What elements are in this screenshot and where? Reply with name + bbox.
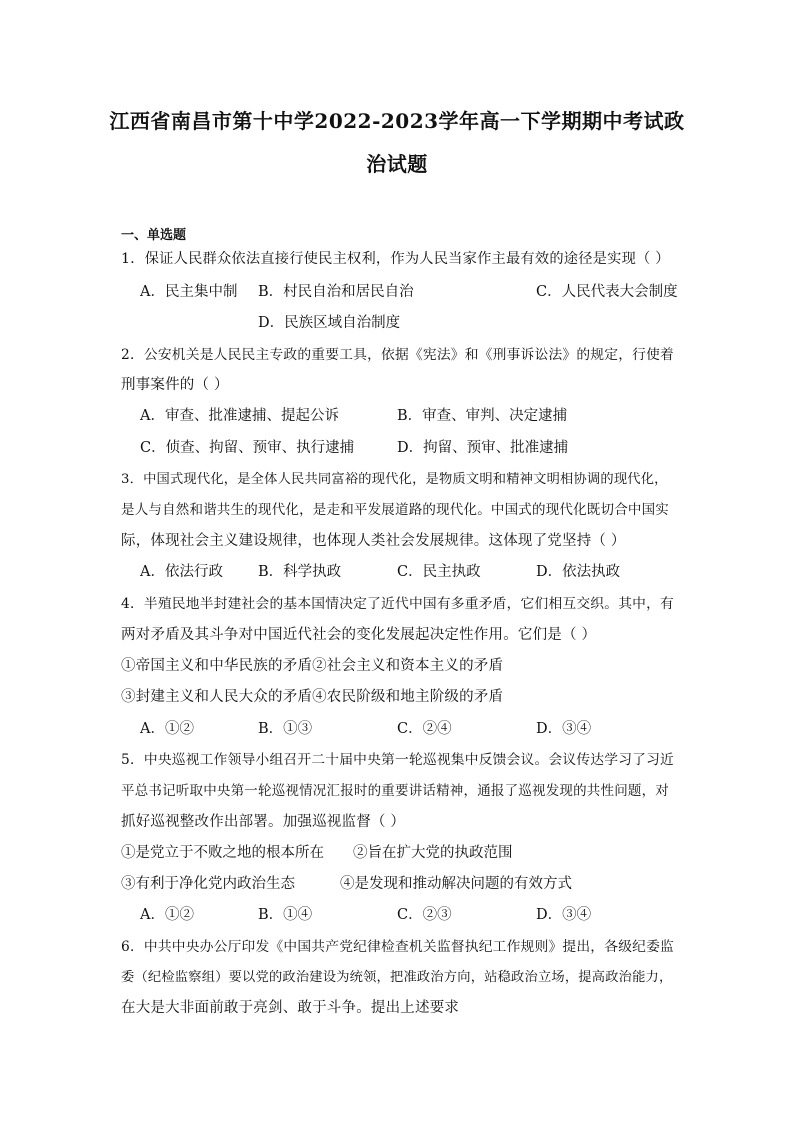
q3-option-b: B．科学执政: [258, 564, 342, 580]
q4-option-a: A．①②: [140, 721, 194, 737]
q4-option-b: B．①③: [258, 721, 313, 737]
q5-statement-1: ①是党立于不败之地的根本所在: [121, 845, 324, 861]
q4-statement-line-2: ③封建主义和人民大众的矛盾④农民阶级和地主阶级的矛盾: [121, 689, 504, 705]
q3-option-a: A．依法行政: [140, 564, 223, 580]
q5-statement-4: ④是发现和推动解决问题的有效方式: [340, 876, 572, 892]
q4-option-c: C．②④: [397, 721, 452, 737]
q4-stem-line-1: 4．半殖民地半封建社会的基本国情决定了近代中国有多重矛盾，它们相互交织。其中，有: [121, 596, 675, 612]
q5-option-c: C．②③: [397, 907, 452, 923]
q2-option-c: C．侦查、拘留、预审、执行逮捕: [140, 440, 355, 456]
q6-stem-line-3: 在大是大非面前敢于亮剑、敢于斗争。提出上述要求: [121, 1000, 460, 1016]
q5-stem-line-3: 抓好巡视整改作出部署。加强巡视监督（ ）: [121, 814, 406, 830]
q1-option-a: A．民主集中制: [140, 284, 238, 300]
q6-stem-line-2: 委（纪检监察组）要以党的政治建设为统领，把准政治方向，站稳政治立场，提高政治能力，: [121, 970, 673, 985]
q2-option-b: B．审查、审判、决定逮捕: [397, 408, 568, 424]
q6-stem-line-1: 6．中共中央办公厅印发《中国共产党纪律检查机关监督执纪工作规则》提出，各级纪委监: [121, 939, 675, 955]
q3-option-d: D．依法执政: [536, 564, 621, 580]
q1-stem-line-1: 1．保证人民群众依法直接行使民主权利，作为人民当家作主最有效的途径是实现（ ）: [121, 251, 670, 267]
q4-statement-line-1: ①帝国主义和中华民族的矛盾②社会主义和资本主义的矛盾: [121, 658, 504, 674]
q5-option-b: B．①④: [258, 907, 313, 923]
q5-option-a: A．①②: [140, 907, 194, 923]
q5-stem-line-2: 平总书记听取中央第一轮巡视情况汇报时的重要讲话精神，通报了巡视发现的共性问题，对: [121, 783, 669, 799]
q5-statement-2: ②旨在扩大党的执政范围: [353, 845, 513, 861]
q1-option-b: B．村民自治和居民自治: [258, 284, 414, 300]
q2-option-a: A．审查、批准逮捕、提起公诉: [140, 408, 339, 424]
q2-stem-line-1: 2．公安机关是人民民主专政的重要工具，依据《宪法》和《刑事诉讼法》的规定，行使着: [121, 347, 675, 363]
q5-stem-line-1: 5．中央巡视工作领导小组召开二十届中央第一轮巡视集中反馈会议。会议传达学习了习近: [121, 752, 675, 768]
q5-option-d: D．③④: [536, 907, 592, 923]
q5-statement-3: ③有利于净化党内政治生态: [121, 876, 295, 892]
q3-option-c: C．民主执政: [397, 564, 481, 580]
q3-stem-line-1: 3．中国式现代化，是全体人民共同富裕的现代化，是物质文明和精神文明相协调的现代化，: [121, 472, 668, 487]
q4-option-d: D．③④: [536, 721, 592, 737]
q4-stem-line-2: 两对矛盾及其斗争对中国近代社会的变化发展起决定性作用。它们是（ ）: [121, 627, 597, 643]
q3-stem-line-3: 际，体现社会主义建设规律，也体现人类社会发展规律。这体现了党坚持（ ）: [121, 533, 626, 549]
q3-stem-line-2: 是人与自然和谐共生的现代化，是走和平发展道路的现代化。中国式的现代化既切合中国实: [121, 502, 669, 518]
q1-option-d: D．民族区域自治制度: [258, 315, 401, 331]
q2-stem-line-2: 刑事案件的（ ）: [121, 377, 229, 393]
exam-title-line-1: 江西省南昌市第十中学2022-2023学年高一下学期期中考试政: [109, 109, 685, 133]
q2-option-d: D．拘留、预审、批准逮捕: [397, 440, 569, 456]
section-heading: 一、单选题: [121, 228, 187, 243]
exam-title-line-2: 治试题: [366, 152, 428, 176]
q1-option-c: C．人民代表大会制度: [536, 284, 678, 300]
